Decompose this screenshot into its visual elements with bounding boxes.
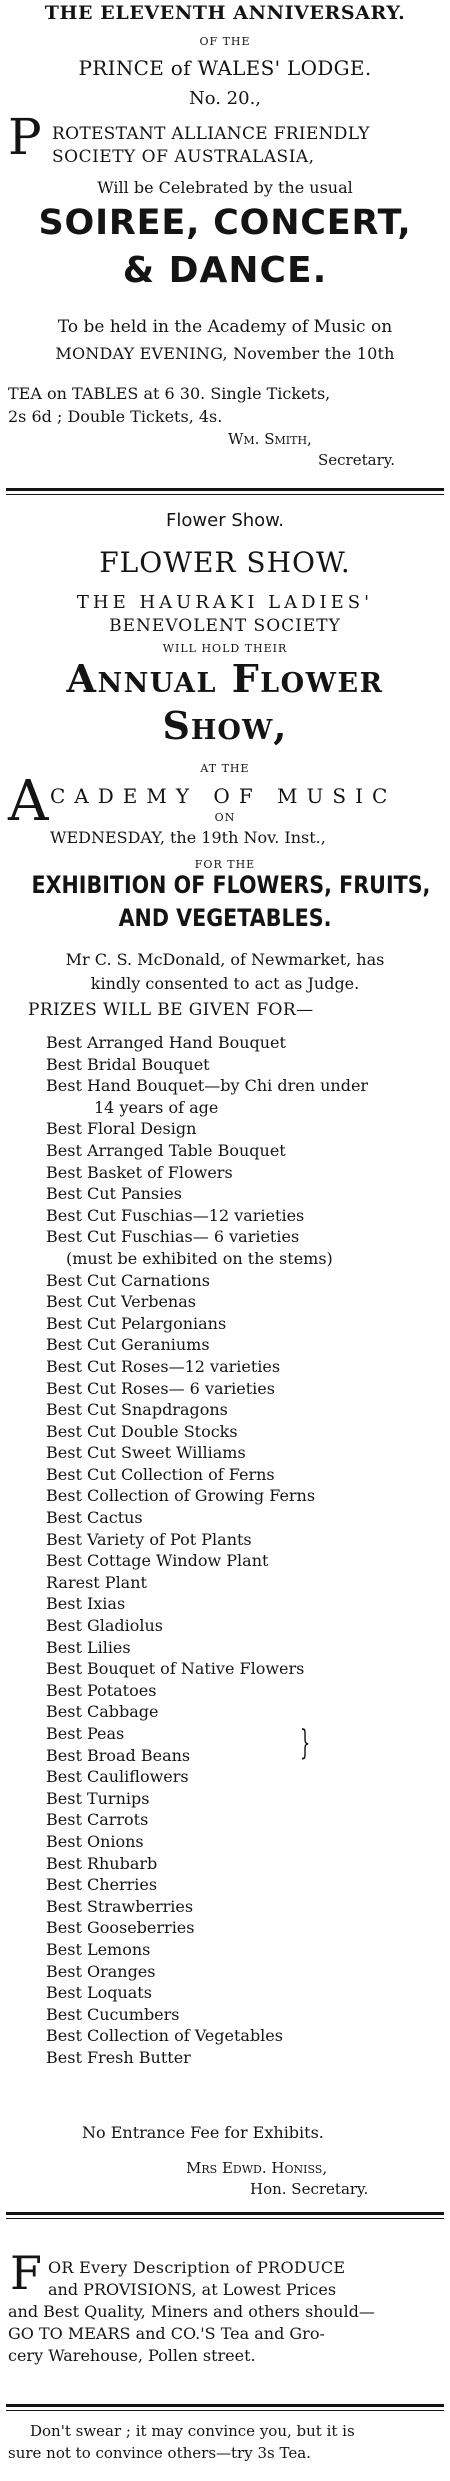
prize-item: Best Onions — [46, 1831, 144, 1851]
lodge-tea-line2: 2s 6d ; Double Tickets, 4s. — [8, 407, 223, 426]
produce-line1: OR Every Description of PRODUCE — [48, 2258, 346, 2277]
prize-item: Best Hand Bouquet—by Chi dren under — [46, 1076, 369, 1096]
flower-signatory-title: Hon. Secretary. — [250, 2180, 369, 2198]
prize-item: Best Collection of Growing Ferns — [46, 1486, 316, 1506]
prize-item: Best Cut Geraniums — [46, 1335, 210, 1355]
prize-item: Rarest Plant — [46, 1572, 147, 1592]
prize-item: Best Lemons — [46, 1939, 151, 1959]
prize-item: Best Lilies — [46, 1637, 131, 1657]
prize-item: Best Fresh Butter — [46, 2047, 191, 2067]
produce-line5: cery Warehouse, Pollen street. — [8, 2346, 256, 2365]
flower-at-the: AT THE — [200, 762, 250, 775]
prize-item: Best Cucumbers — [46, 2004, 180, 2024]
produce-ad — [0, 2222, 450, 2402]
produce-drop-initial: F — [10, 2246, 42, 2300]
prize-item: Best Cut Pelargonians — [46, 1313, 227, 1333]
lodge-headline: THE ELEVENTH ANNIVERSARY. — [44, 2, 406, 24]
prize-item: Best Cut Double Stocks — [46, 1421, 238, 1441]
flower-signatory: Mrs Edwd. Honiss, — [186, 2159, 328, 2177]
lodge-of-the: OF THE — [199, 35, 251, 48]
produce-line4: GO TO MEARS and CO.'S Tea and Gro- — [8, 2324, 325, 2343]
prize-item: Best Rhubarb — [46, 1853, 158, 1873]
prize-item: Best Potatoes — [46, 1680, 157, 1700]
lodge-event-line1: SOIREE, CONCERT, — [38, 203, 412, 243]
prize-item: Best Ixias — [46, 1594, 126, 1614]
prize-item: Best Cut Fuschias— 6 varieties — [46, 1227, 300, 1247]
prize-item: Best Cut Sweet Williams — [46, 1443, 246, 1463]
flower-show-ad — [0, 500, 450, 2220]
section-divider — [6, 494, 444, 495]
prize-item: Best Loquats — [46, 1983, 152, 2003]
produce-line2: and PROVISIONS, at Lowest Prices — [48, 2280, 337, 2299]
prize-item: Best Cut Collection of Ferns — [46, 1464, 275, 1484]
prize-item: Best Variety of Pot Plants — [46, 1529, 252, 1549]
prize-item: Best Cauliflowers — [46, 1767, 189, 1787]
prize-item: Best Bouquet of Native Flowers — [46, 1659, 305, 1679]
prize-item: Best Cactus — [46, 1508, 143, 1528]
tea-ad — [0, 2378, 450, 2481]
prize-item: Best Bridal Bouquet — [46, 1054, 210, 1074]
flower-society-line1: THE HAURAKI LADIES' — [76, 592, 374, 613]
flower-section-heading: Flower Show. — [166, 510, 284, 531]
flower-exhibition-line1: EXHIBITION OF FLOWERS, FRUITS, — [31, 871, 431, 899]
lodge-date: MONDAY EVENING, November the 10th — [55, 344, 395, 363]
prize-item: 14 years of age — [94, 1097, 219, 1117]
produce-line3: and Best Quality, Miners and others should— — [8, 2302, 375, 2321]
prize-item: Best Cut Fuschias—12 varieties — [46, 1205, 305, 1225]
prize-item: Best Cut Carnations — [46, 1270, 210, 1290]
flower-judge-line2: kindly consented to act as Judge. — [90, 974, 360, 993]
flower-date: WEDNESDAY, the 19th Nov. Inst., — [50, 828, 326, 847]
prize-item: Best Cottage Window Plant — [46, 1551, 269, 1571]
flower-judge-line1: Mr C. S. McDonald, of Newmarket, has — [65, 950, 385, 969]
lodge-society-line2: SOCIETY OF AUSTRALASIA, — [52, 147, 315, 167]
prize-list — [46, 1032, 368, 2069]
prize-item: Best Gladiolus — [46, 1616, 164, 1636]
flower-title: FLOWER SHOW. — [99, 546, 351, 579]
roses-brace: } — [300, 1722, 311, 1763]
prize-item: Best Arranged Table Bouquet — [46, 1140, 286, 1160]
prize-item: Best Basket of Flowers — [46, 1162, 233, 1182]
prize-item: Best Gooseberries — [46, 1918, 195, 1938]
prize-item: Best Cut Pansies — [46, 1184, 182, 1204]
prize-item: Best Collection of Vegetables — [46, 2026, 283, 2046]
prize-item: Best Oranges — [46, 1961, 156, 1981]
flower-academy: CADEMY OF MUSIC — [50, 784, 397, 808]
section-divider — [6, 2212, 444, 2215]
flower-on: ON — [214, 811, 236, 824]
lodge-number: No. 20., — [188, 88, 262, 109]
lodge-event-line2: & DANCE. — [122, 250, 328, 291]
prize-item: Best Turnips — [46, 1788, 150, 1808]
prize-item: (must be exhibited on the stems) — [66, 1248, 333, 1268]
prize-item: Best Cabbage — [46, 1702, 159, 1722]
flower-prizes-heading: PRIZES WILL BE GIVEN FOR— — [28, 1000, 314, 1020]
section-divider — [6, 488, 444, 491]
lodge-celebrated: Will be Celebrated by the usual — [97, 178, 353, 197]
lodge-name: PRINCE of WALES' LODGE. — [78, 56, 372, 80]
flower-society-line2: BENEVOLENT SOCIETY — [109, 616, 341, 636]
prize-item: Best Carrots — [46, 1810, 149, 1830]
prize-item: Best Strawberries — [46, 1896, 194, 1916]
flower-for-the: FOR THE — [194, 858, 256, 871]
prize-item: Best Cut Verbenas — [46, 1292, 196, 1312]
tea-line1: Don't swear ; it may convince you, but it is — [30, 2422, 355, 2440]
flower-society-line3: WILL HOLD THEIR — [162, 642, 288, 655]
prize-item: Best Broad Beans — [46, 1745, 191, 1765]
prize-item: Best Cut Snapdragons — [46, 1400, 228, 1420]
lodge-signatory: Wm. Smith, — [228, 430, 312, 448]
prize-item: Best Cut Roses—12 varieties — [46, 1356, 281, 1376]
lodge-tea-line1: TEA on TABLES at 6 30. Single Tickets, — [8, 384, 331, 403]
prize-item: Best Arranged Hand Bouquet — [46, 1033, 286, 1052]
prize-item: Best Cut Roses— 6 varieties — [46, 1378, 275, 1398]
flower-drop-initial: A — [8, 769, 49, 834]
flower-annual-line2: Show, — [162, 703, 288, 748]
lodge-venue: To be held in the Academy of Music on — [57, 317, 393, 337]
lodge-anniversary-ad — [0, 0, 450, 500]
section-divider — [6, 2218, 444, 2219]
prize-item: Best Floral Design — [46, 1119, 197, 1139]
flower-no-entrance: No Entrance Fee for Exhibits. — [82, 2123, 324, 2142]
lodge-society-line1: ROTESTANT ALLIANCE FRIENDLY — [52, 124, 370, 144]
prize-item: Best Cherries — [46, 1875, 158, 1895]
prize-item: Best Peas — [46, 1724, 125, 1743]
tea-line2: sure not to convince others—try 3s Tea. — [8, 2444, 311, 2462]
flower-annual-line1: Annual Flower — [66, 656, 384, 701]
flower-exhibition-line2: AND VEGETABLES. — [118, 904, 332, 932]
lodge-drop-initial: P — [8, 108, 42, 166]
lodge-signatory-title: Secretary. — [318, 451, 395, 469]
